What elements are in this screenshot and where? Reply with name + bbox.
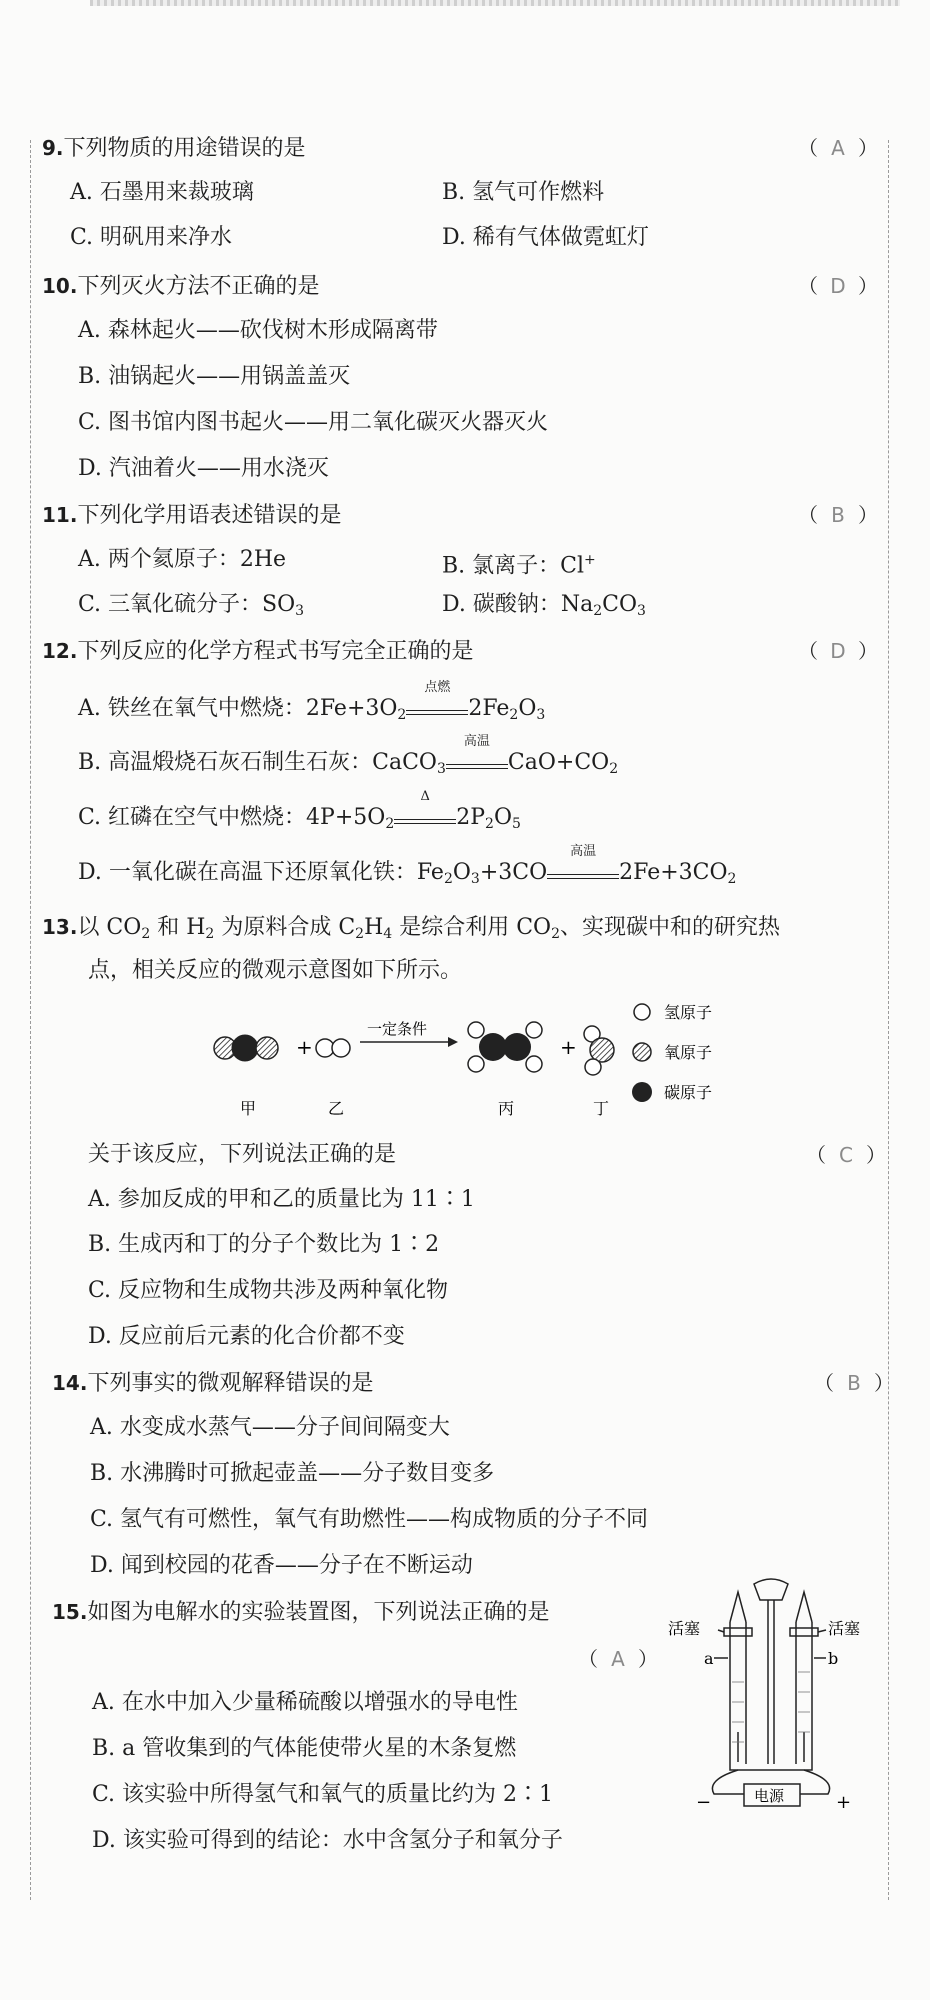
q13-option-c: C. 反应物和生成物共涉及两种氧化物 bbox=[88, 1278, 449, 1303]
q14-option-c: C. 氢气有可燃性，氧气有助燃性——构成物质的分子不同 bbox=[90, 1507, 649, 1532]
answer-12: （ D ） bbox=[798, 636, 878, 666]
q15-option-a: A. 在水中加入少量稀硫酸以增强水的导电性 bbox=[92, 1690, 518, 1715]
left-margin-line bbox=[30, 140, 31, 1900]
label-bing: 丙 bbox=[498, 1099, 515, 1118]
q11-option-c: C. 三氧化硫分子：$SO_3$ bbox=[78, 592, 305, 619]
q14-option-d: D. 闻到校园的花香——分子在不断运动 bbox=[90, 1553, 473, 1578]
answer-15: （ A ） bbox=[578, 1644, 658, 1674]
legend-oxygen: 氧原子 bbox=[664, 1043, 713, 1062]
label-yi: 乙 bbox=[328, 1099, 345, 1118]
stem-text: 下列事实的微观解释错误的是 bbox=[87, 1371, 374, 1396]
label-positive: + bbox=[836, 1792, 852, 1812]
reaction-arrow bbox=[360, 1020, 458, 1047]
molecule-yi-h2 bbox=[316, 1039, 350, 1057]
arrow-condition-label: 一定条件 bbox=[367, 1020, 428, 1038]
question-12-stem bbox=[42, 636, 473, 667]
q15-option-b: B. a 管收集到的气体能使带火星的木条复燃 bbox=[92, 1736, 517, 1761]
q13-option-d: D. 反应前后元素的化合价都不变 bbox=[88, 1324, 405, 1349]
stem-text: 如图为电解水的实验装置图，下列说法正确的是 bbox=[87, 1600, 550, 1625]
question-14-stem bbox=[52, 1368, 373, 1399]
question-13-sub-question: 关于该反应，下列说法正确的是 bbox=[88, 1142, 397, 1167]
q12-option-d: D. 一氧化碳在高温下还原氧化铁：$Fe_2O_3+3CO$ 高温 $2Fe+3CO_2$ bbox=[78, 844, 737, 887]
q14-option-a: A. 水变成水蒸气——分子间间隔变大 bbox=[90, 1415, 450, 1440]
legend bbox=[632, 1003, 712, 1102]
question-number: 14. bbox=[52, 1371, 88, 1395]
answer-letter: B bbox=[847, 1371, 861, 1395]
molecule-jia-co2 bbox=[214, 1035, 278, 1061]
q9-option-a: A. 石墨用来裁玻璃 bbox=[70, 180, 254, 205]
stem-text: 下列反应的化学方程式书写完全正确的是 bbox=[77, 639, 474, 664]
stem-text: 下列灭火方法不正确的是 bbox=[77, 274, 320, 299]
legend-carbon: 碳原子 bbox=[664, 1083, 713, 1102]
label-stopcock-right: 活塞 bbox=[828, 1619, 861, 1638]
q10-option-c: C. 图书馆内图书起火——用二氧化碳灭火器灭火 bbox=[78, 410, 549, 435]
question-10-stem bbox=[42, 271, 319, 302]
label-tube-a: a bbox=[704, 1649, 714, 1668]
question-number: 11. bbox=[42, 503, 78, 527]
q10-option-b: B. 油锅起火——用锅盖盖灭 bbox=[78, 364, 351, 389]
reaction-condition: Δ bbox=[394, 807, 456, 824]
q15-option-d: D. 该实验可得到的结论：水中含氢分子和氧分子 bbox=[92, 1828, 563, 1853]
reaction-condition: 点燃 bbox=[406, 698, 468, 715]
answer-letter: C bbox=[839, 1143, 853, 1167]
plus-sign: + bbox=[560, 1035, 577, 1059]
plus-sign: + bbox=[296, 1035, 313, 1059]
q12-option-c: C. 红磷在空气中燃烧：$4P+5O_2$ Δ $2P_2O_5$ bbox=[78, 789, 521, 832]
q13-option-b: B. 生成丙和丁的分子个数比为 1∶2 bbox=[88, 1232, 440, 1257]
q11-option-b: B. 氯离子：Cl+ bbox=[442, 552, 596, 579]
q10-option-d: D. 汽油着火——用水浇灭 bbox=[78, 456, 329, 481]
question-number: 10. bbox=[42, 274, 78, 298]
answer-letter: B bbox=[831, 503, 845, 527]
answer-13: （ C ） bbox=[806, 1140, 886, 1170]
molecule-ding-h2o bbox=[584, 1026, 614, 1075]
question-13-stem-line2: 点，相关反应的微观示意图如下所示。 bbox=[88, 958, 463, 983]
reservoir-bulb bbox=[754, 1579, 788, 1600]
question-number: 9. bbox=[42, 136, 64, 160]
answer-14: （ B ） bbox=[814, 1368, 894, 1398]
question-9-stem bbox=[42, 133, 306, 164]
answer-letter: D bbox=[830, 639, 846, 663]
question-number: 13. bbox=[42, 915, 78, 939]
label-power-source: 电源 bbox=[754, 1787, 785, 1805]
q11-option-d: D. 碳酸钠：$Na_2CO_3$ bbox=[442, 592, 646, 619]
label-ding: 丁 bbox=[593, 1099, 610, 1118]
reaction-micro-diagram bbox=[200, 990, 760, 1120]
label-jia: 甲 bbox=[240, 1099, 257, 1118]
q15-option-c: C. 该实验中所得氢气和氧气的质量比约为 2∶1 bbox=[92, 1782, 554, 1807]
answer-10: （ D ） bbox=[798, 271, 878, 301]
reaction-condition: 高温 bbox=[446, 752, 508, 769]
q13-option-a: A. 参加反成的甲和乙的质量比为 11∶1 bbox=[88, 1187, 475, 1212]
q14-option-b: B. 水沸腾时可掀起壶盖——分子数目变多 bbox=[90, 1461, 495, 1486]
answer-9: （ A ） bbox=[798, 133, 878, 163]
q10-option-a: A. 森林起火——砍伐树木形成隔离带 bbox=[78, 318, 438, 343]
q12-option-b: B. 高温煅烧石灰石制生石灰：CaCO$_3$ 高温 $CaO+CO_2$ bbox=[78, 734, 619, 777]
answer-letter: A bbox=[611, 1647, 625, 1671]
q9-option-d: D. 稀有气体做霓虹灯 bbox=[442, 225, 649, 250]
q11-option-a: A. 两个氦原子：2He bbox=[78, 547, 287, 572]
answer-letter: D bbox=[830, 274, 846, 298]
q9-option-b: B. 氢气可作燃料 bbox=[442, 180, 605, 205]
question-13-stem: 13.以 $CO_2$ 和 $H_2$ 为原料合成 $C_2H_4$ 是综合利用 $CO_2$、实现碳中和的研究热 bbox=[42, 915, 780, 942]
answer-letter: A bbox=[831, 136, 845, 160]
molecule-bing-c2h4 bbox=[468, 1022, 542, 1072]
label-tube-b: b bbox=[828, 1649, 839, 1668]
legend-hydrogen: 氢原子 bbox=[664, 1003, 713, 1022]
q9-option-c: C. 明矾用来净水 bbox=[70, 225, 233, 250]
question-15-stem bbox=[52, 1597, 549, 1628]
answer-11: （ B ） bbox=[798, 500, 878, 530]
label-stopcock-left: 活塞 bbox=[668, 1619, 701, 1638]
reaction-condition: 高温 bbox=[547, 862, 619, 879]
stem-text: 下列化学用语表述错误的是 bbox=[77, 503, 342, 528]
stem-text: 下列物质的用途错误的是 bbox=[63, 136, 306, 161]
question-number: 12. bbox=[42, 639, 78, 663]
electrolysis-apparatus-figure bbox=[666, 1572, 876, 1812]
label-negative: − bbox=[696, 1792, 712, 1812]
q12-option-a: A. 铁丝在氧气中燃烧：$2Fe+3O_2$ 点燃 $2Fe_2O_3$ bbox=[78, 680, 546, 723]
scan-top-edge bbox=[90, 0, 900, 6]
question-11-stem bbox=[42, 500, 341, 531]
question-number: 15. bbox=[52, 1600, 88, 1624]
right-margin-line bbox=[888, 140, 889, 1900]
